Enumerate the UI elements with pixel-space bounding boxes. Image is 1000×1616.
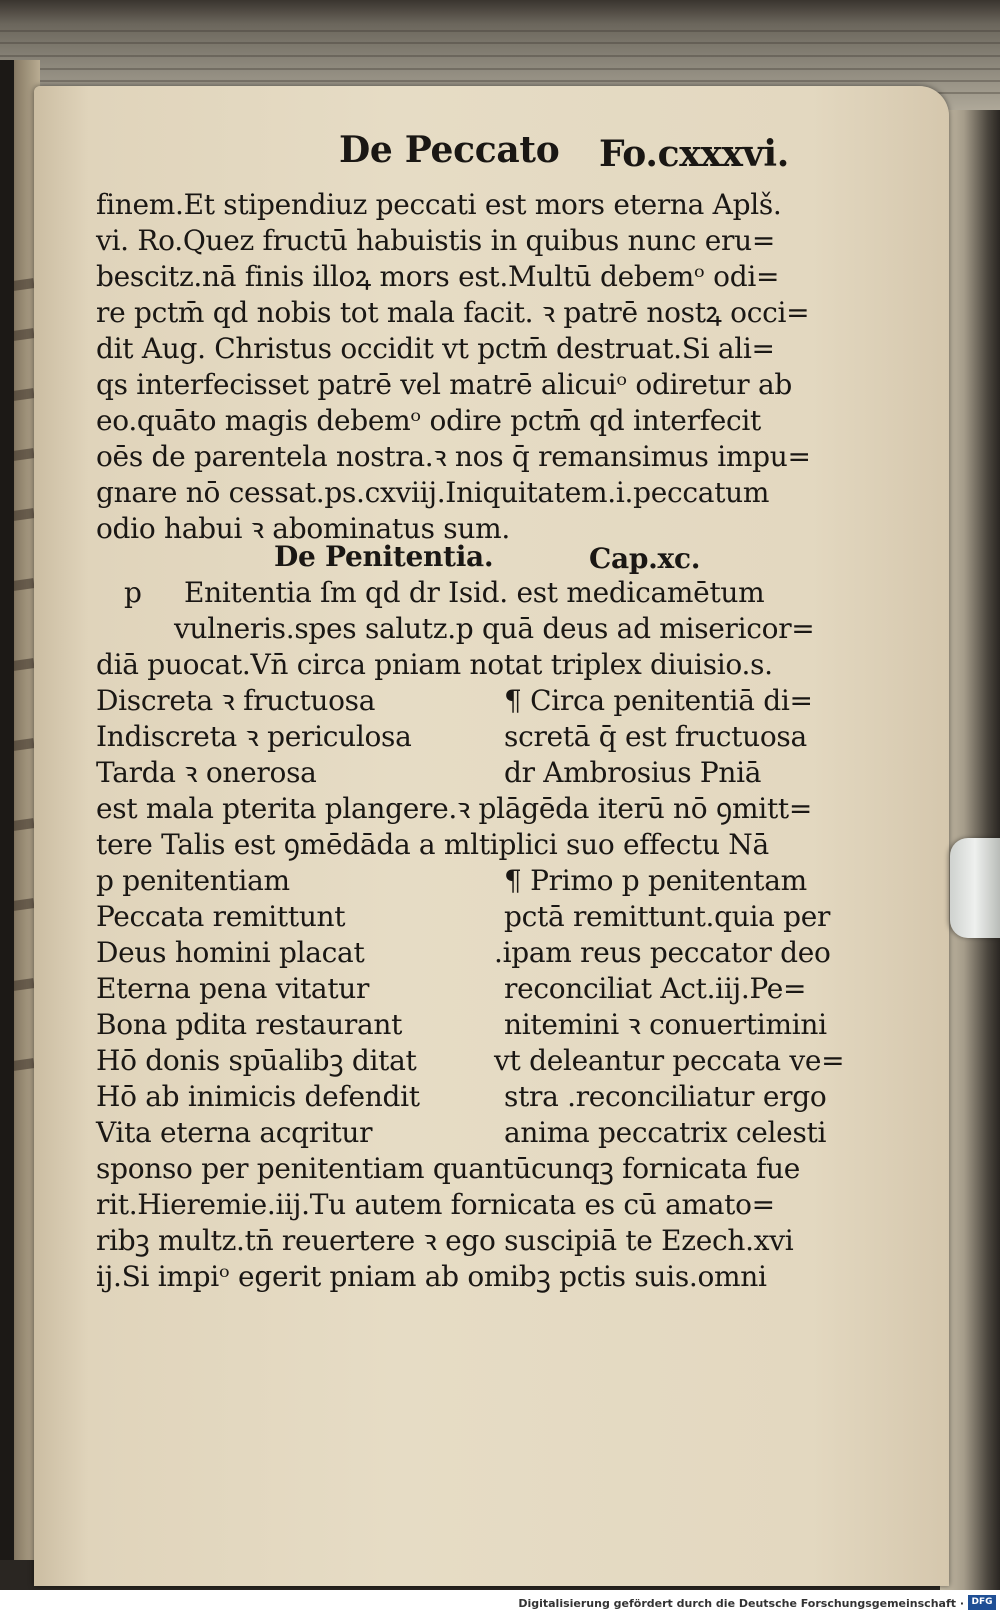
chapter-title: De Penitentia. [274, 540, 494, 573]
text-line: .ipam reus peccator deo [494, 936, 831, 969]
guide-letter: p [124, 576, 142, 609]
division-item: Tarda ꝛ onerosa [96, 756, 317, 789]
text-line: ij.Si impiᵒ egerit pniam ab omibꝫ pctis suis.omni [96, 1260, 767, 1293]
running-title: De Peccato [339, 129, 560, 171]
effect-item: Eterna pena vitatur [96, 972, 370, 1005]
text-line: scretā q̄ est fructuosa [504, 720, 807, 753]
text-line: vi. Ro.Quez fructū habuistis in quibus nunc eru= [96, 224, 776, 257]
text-line: vulneris.spes salutz.p quā deus ad misericor= [174, 612, 815, 645]
effect-item: Peccata remittunt [96, 900, 346, 933]
text-line: odio habui ꝛ abominatus sum. [96, 512, 510, 545]
text-line: Enitentia ſm qd dr Isid. est medicamētum [184, 576, 765, 609]
division-item: Discreta ꝛ fructuosa [96, 684, 376, 717]
text-line: dr Ambrosius Pniā [504, 756, 762, 789]
text-line: nitemini ꝛ conuertimini [504, 1008, 827, 1041]
effect-item: p penitentiam [96, 864, 290, 897]
page-clip [950, 838, 1000, 938]
text-line: dit Aug. Christus occidit vt pctm̄ destruat.Si ali= [96, 332, 775, 365]
text-line: ribꝫ multz.tn̄ reuertere ꝛ ego suscipiā te Ezech.xvi [96, 1224, 794, 1257]
text-line: re pctm̄ qd nobis tot mala facit. ꝛ patrē nostꝝ occi= [96, 296, 810, 329]
text-line: rit.Hieremie.iij.Tu autem fornicata es cū amato= [96, 1188, 775, 1221]
text-line: sponso per penitentiam quantūcunqꝫ fornicata fue [96, 1152, 801, 1185]
funding-credit: Digitalisierung gefördert durch die Deutsche Forschungsgemeinschaft · [518, 1597, 964, 1610]
text-line: ¶ Primo p penitentam [504, 864, 807, 897]
book-cover-edge [0, 60, 14, 1560]
dfg-logo: DFG [968, 1595, 996, 1610]
effect-item: Deus homini placat [96, 936, 365, 969]
book-page [34, 86, 949, 1586]
text-line: qs interfecisset patrē vel matrē alicuiᵒ odiretur ab [96, 368, 792, 401]
effect-item: Hō donis spūalibꝫ ditat [96, 1044, 417, 1077]
effect-item: Bona pdita restaurant [96, 1008, 403, 1041]
drop-cap-space [146, 576, 176, 620]
text-line: stra .reconciliatur ergo [504, 1080, 827, 1113]
text-line: tere Talis est ꝯmēdāda a mltiplici suo effectu Nā [96, 828, 769, 861]
text-line: diā puocat.Vn̄ circa pniam notat triplex diuisio.s. [96, 648, 773, 681]
text-line: oēs de parentela nostra.ꝛ nos q̄ remansimus impu= [96, 440, 811, 473]
division-item: Indiscreta ꝛ periculosa [96, 720, 412, 753]
text-line: eo.quāto magis debemᵒ odire pctm̄ qd interfecit [96, 404, 761, 437]
text-line: gnare nō cessat.ps.cxviij.Iniquitatem.i.peccatum [96, 476, 770, 509]
text-line: bescitz.nā finis illoꝝ mors est.Multū debemᵒ odi= [96, 260, 780, 293]
text-line: pctā remittunt.quia per [504, 900, 831, 933]
text-line: reconciliat Act.iij.Pe= [504, 972, 807, 1005]
folio-number: Fo.cxxxvi. [599, 133, 789, 175]
effect-item: Hō ab inimicis defendit [96, 1080, 420, 1113]
text-line: anima peccatrix celesti [504, 1116, 827, 1149]
text-line: finem.Et stipendiuz peccati est mors eterna Aplš. [96, 188, 782, 221]
text-line: ¶ Circa penitentiā di= [504, 684, 813, 717]
footer-bar [0, 1590, 1000, 1616]
text-line: est mala pterita plangere.ꝛ plāgēda iterū nō ꝯmitt= [96, 792, 813, 825]
effect-item: Vita eterna acqritur [96, 1116, 373, 1149]
text-line: vt deleantur peccata ve= [494, 1044, 845, 1077]
chapter-number: Cap.xc. [589, 542, 701, 575]
